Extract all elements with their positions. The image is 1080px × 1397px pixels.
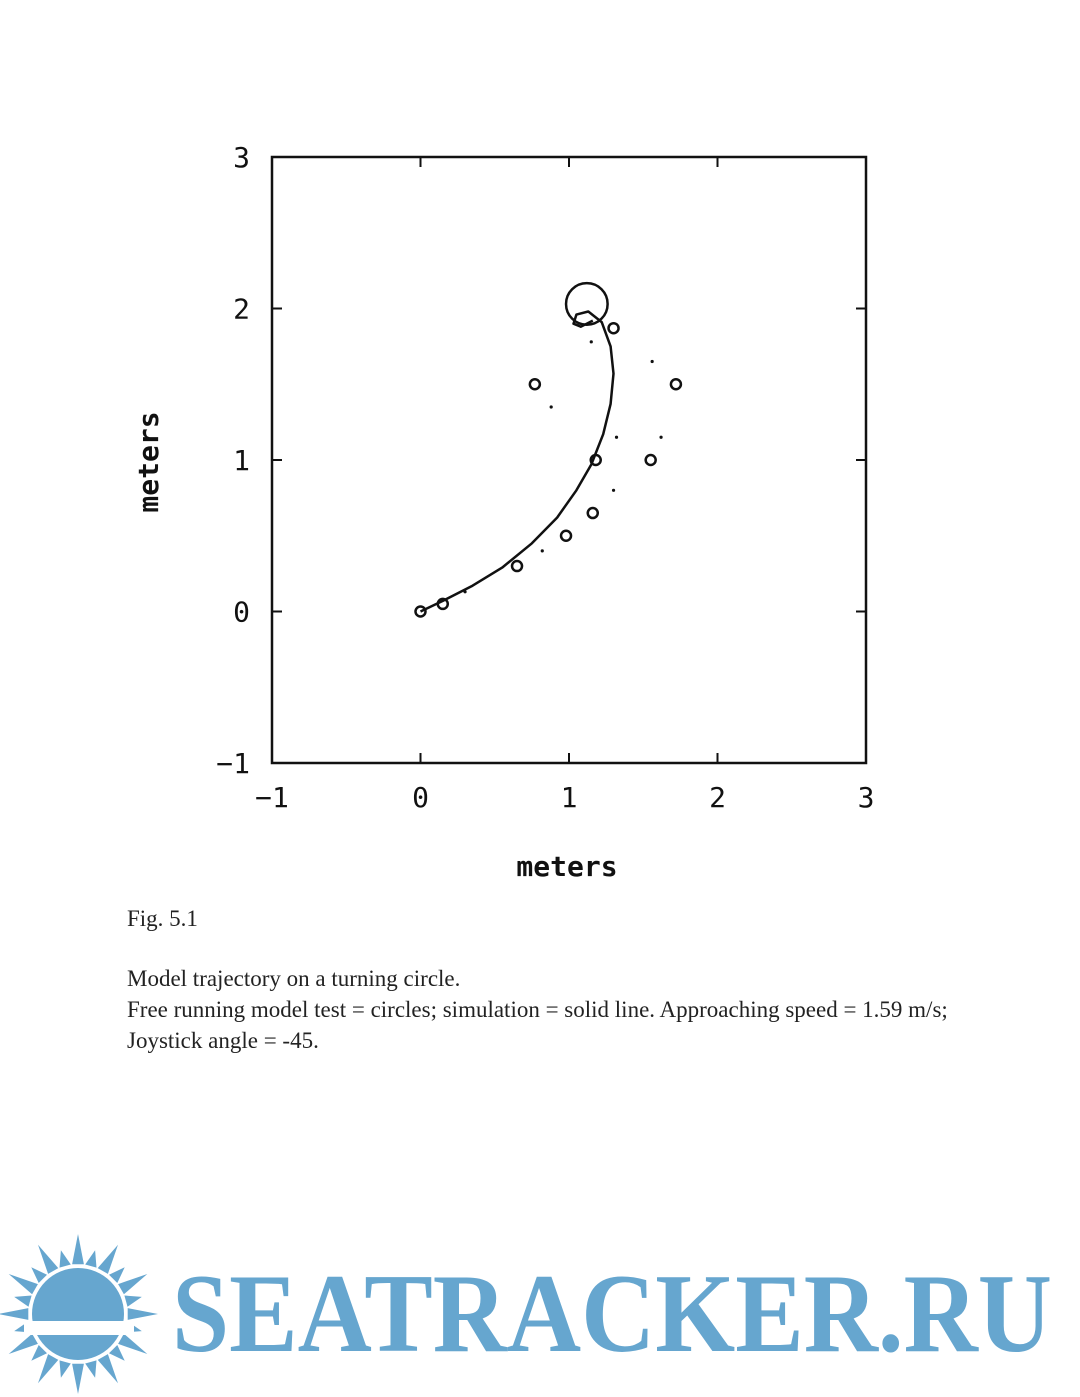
sun-ray xyxy=(128,1308,158,1320)
sun-ray xyxy=(31,1345,47,1361)
model-test-point xyxy=(588,508,598,518)
sun-ray xyxy=(72,1234,84,1264)
sun-ray xyxy=(109,1345,125,1361)
model-test-point xyxy=(561,531,571,541)
caption-title: Model trajectory on a turning circle. xyxy=(127,966,461,991)
y-tick-label: 2 xyxy=(233,292,250,326)
caption-body: Free running model test = circles; simulation = solid line. Approaching speed = 1.59 m/s; Joystick angle = -45. xyxy=(127,997,948,1053)
trajectory-dot xyxy=(463,590,466,593)
sun-ray xyxy=(9,1274,38,1294)
trajectory-dot xyxy=(550,405,553,408)
model-test-point xyxy=(609,323,619,333)
sun-ray xyxy=(14,1296,31,1307)
sun-ray xyxy=(85,1250,96,1267)
y-tick-label: −1 xyxy=(216,747,250,780)
sun-ray xyxy=(38,1245,58,1274)
sun-ray xyxy=(98,1245,118,1274)
sun-ray xyxy=(60,1360,71,1377)
sun-logo-icon xyxy=(0,1234,158,1394)
sun-ray xyxy=(85,1360,96,1377)
sun-ray xyxy=(0,1308,28,1320)
figure-label: Fig. 5.1 xyxy=(127,906,198,931)
sun-ray xyxy=(118,1274,147,1294)
model-test-point xyxy=(646,455,656,465)
sun-ray xyxy=(38,1354,58,1383)
simulation-loop xyxy=(566,283,608,325)
x-tick-label: 3 xyxy=(857,781,875,814)
trajectory-dot xyxy=(615,436,618,439)
y-axis-label: meters xyxy=(132,411,165,513)
y-tick-label: 1 xyxy=(233,444,250,477)
axis-ticks xyxy=(216,141,874,814)
sun-ray xyxy=(60,1250,71,1267)
sun-ray xyxy=(72,1364,84,1394)
x-tick-label: 0 xyxy=(412,781,429,814)
trajectory-dot xyxy=(612,489,615,492)
trajectory-dot xyxy=(651,360,654,363)
trajectory-dot xyxy=(590,340,593,343)
sun-ray xyxy=(31,1267,47,1283)
sun-ray xyxy=(109,1267,125,1283)
trajectory-dot xyxy=(659,436,662,439)
model-test-point xyxy=(671,379,681,389)
simulation-line xyxy=(421,312,614,612)
x-tick-label: 2 xyxy=(709,781,726,814)
sun-ray xyxy=(98,1354,118,1383)
model-test-point xyxy=(512,561,522,571)
sun-ray xyxy=(9,1334,38,1354)
model-test-point xyxy=(530,379,540,389)
trajectory-dot xyxy=(541,549,544,552)
plot-border xyxy=(272,157,866,763)
x-tick-label: 1 xyxy=(560,781,578,814)
watermark xyxy=(0,1225,1080,1397)
series-layer xyxy=(416,283,681,616)
watermark-text: SEATRACKER.RU xyxy=(172,1252,1052,1376)
y-tick-label: 3 xyxy=(233,141,250,174)
plot-frame xyxy=(272,157,866,763)
sun-ray xyxy=(118,1334,147,1354)
x-tick-label: −1 xyxy=(255,781,289,814)
sun-ray xyxy=(124,1296,141,1307)
y-tick-label: 0 xyxy=(233,595,250,629)
x-axis-label: meters xyxy=(516,850,618,883)
